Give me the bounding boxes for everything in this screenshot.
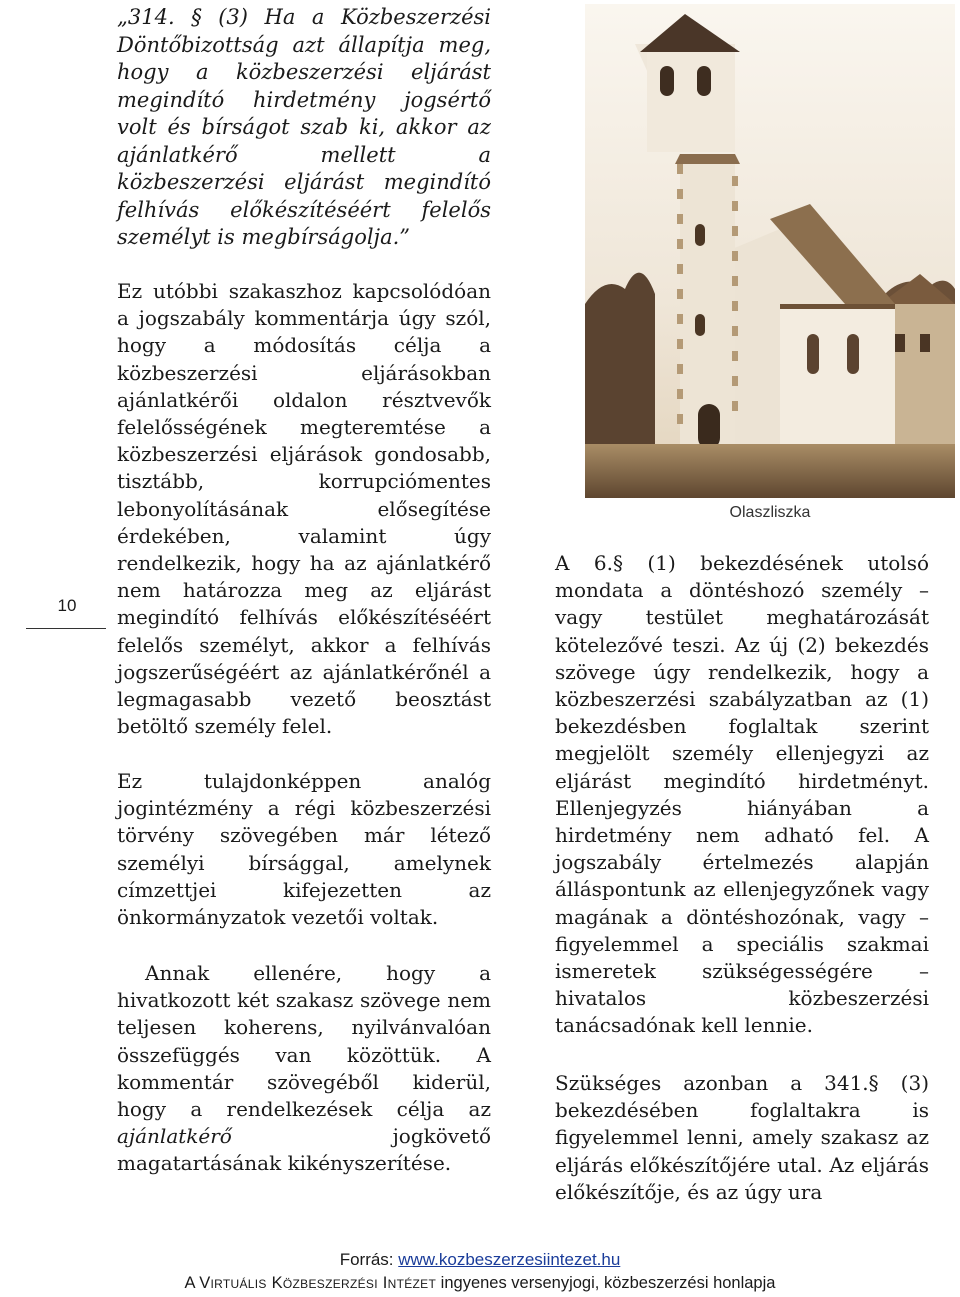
paragraph-section-341: Szükséges azonban a 341.§ (3) bekezdésében foglaltakra is figyelemmel lenni, amely szakasz az eljárás előkészítőjére utal. Az eljárás előkészítője, és az úgy ura (555, 1071, 929, 1204)
footer-tagline-rest: ingyenes versenyjogi, közbeszerzési honlapja (436, 1274, 776, 1292)
emphasis-ajanlatkero: ajánlatkérő (117, 1124, 232, 1149)
footer-tagline (0, 1274, 960, 1293)
paragraph-commentary: Ez utóbbi szakaszhoz kapcsolódóan a jogszabály kommentárja úgy szól, hogy a módosítás célja a közbeszerzési eljárásokban ajánlatkérői oldalon résztvevők felelősségének megteremtése a közbeszerzési eljárások gondosabb, tisztább, korrupciómentes lebonyolításának elősegítése érdekében, valamint úgy rendelkezik, hogy ha az ajánlatkérő nem határozza meg az eljárást megindító felhívás előkészítéséért felelős személyt, akkor a felhívás jogszerűségéért az ajánlatkérőnél a legmagasabb vezető beosztást betöltő személy felel. (117, 279, 491, 739)
footer-brand: Virtuális Közbeszerzési Intézet (199, 1274, 437, 1292)
paragraph-coherence (117, 960, 491, 1178)
law-quote: „314. § (3) Ha a Közbeszerzési Döntőbizottság azt állapítja meg, hogy a közbeszerzési eljárást megindító hirdetmény jogsértő volt és bírságot szab ki, akkor az ajánlatkérő mellett a közbeszerzési eljárást megindító felhívás előkészítéséért felelős személyt is megbírságolja.” (117, 5, 491, 249)
paragraph-coherence-start: Annak ellenére, hogy a hivatkozott két szakasz szövege nem teljesen koherens, nyilvánvalóan összefüggés van közöttük. A kommentár szövegéből kiderül, hogy a rendelkezések célja az (117, 961, 491, 1122)
church-photo-drawing (585, 4, 955, 498)
photo-caption: Olaszliszka (729, 504, 811, 521)
paragraph-analogy: Ez tulajdonképpen analóg jogintézmény a régi közbeszerzési törvény szövegében már létező személyi bírsággal, amelynek címzettjei kifejezetten az önkormányzatok vezetői voltak. (117, 769, 491, 930)
footer-source-label: Forrás: (339, 1250, 399, 1269)
page-number: 10 (57, 596, 77, 615)
page-number-rule (26, 628, 106, 629)
paragraph-coherence-end: jogkövető magatartásának kikényszerítése. (117, 1124, 491, 1176)
paragraph-section-6: A 6.§ (1) bekezdésének utolsó mondata a döntéshozó személy – vagy testület meghatározását kötelezővé teszi. Az új (2) bekezdés szövege úgy rendelkezik, hogy a közbeszerzési szabályzatban az (1) bekezdésben foglaltak szerint megjelölt személy ellenjegyzi az eljárást megindító hirdetményt. Ellenjegyzés hiányában a hirdetmény nem adható fel. A jogszabály értelmezés alapján álláspontunk az ellenjegyzőnek vagy magának a döntéshozónak, vagy – figyelemmel a speciális szakmai ismeretek szükségességére – hivatalos közbeszerzési tanácsadónak kell lennie. (555, 551, 929, 1038)
footer-tagline-prefix: A (184, 1274, 200, 1292)
footer-source (0, 1250, 960, 1270)
church-photo (585, 4, 955, 498)
footer-source-link[interactable]: www.kozbeszerzesiintezet.hu (398, 1250, 621, 1269)
